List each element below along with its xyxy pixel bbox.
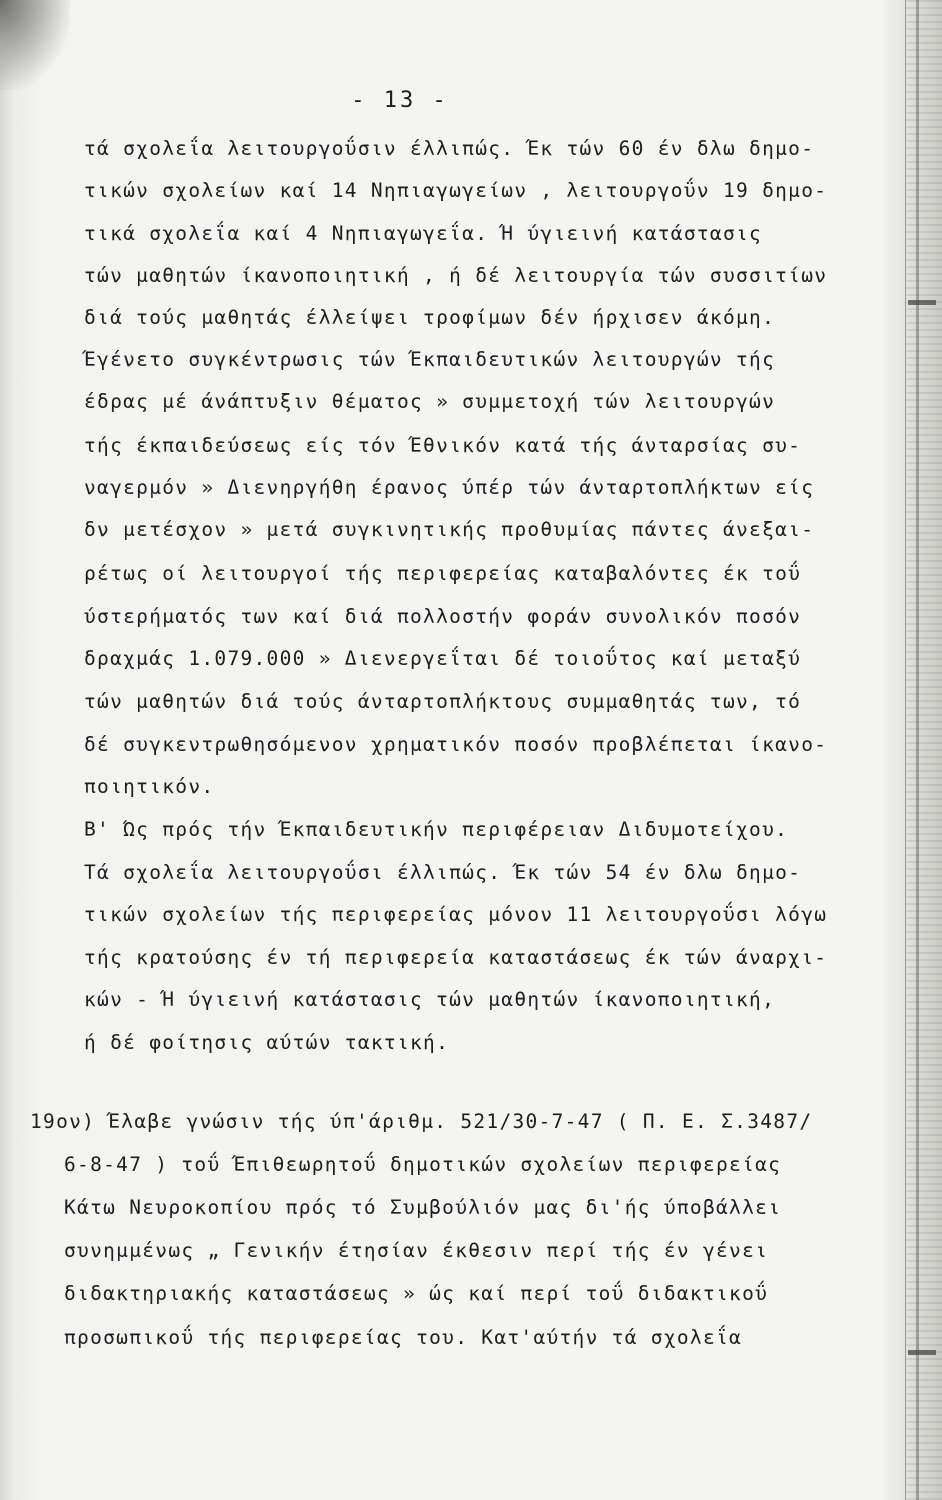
text-line: ή δέ φοίτησις αύτών τακτική. [84,1031,450,1054]
text-line: προσωπικοΰ τής περιφερείας του. Κατ'αύτήν τά σχολεΐα [64,1326,743,1349]
text-line: δν μετέσχον » μετά συγκινητικής προθυμίας πάντες άνεξαι- [84,518,815,541]
text-line: διδακτηριακής καταστάσεως » ώς καί περί τοΰ διδακτικοΰ [64,1282,769,1305]
text-line: διά τούς μαθητάς έλλείψει τροφίμων δέν ήρχισεν άκόμη. [84,306,776,329]
text-line: Έγένετο συγκέντρωσις τών Έκπαιδευτικών λειτουργών τής [84,348,776,371]
text-line: ρέτως οί λειτουργοί τής περιφερείας καταβαλόντες έκ τοΰ [84,562,802,585]
text-line: κών - Ή ύγιεινή κατάστασις τών μαθητών ίκανοποιητική, [84,988,776,1011]
text-line: τών μαθητών διά τούς άνταρτοπλήκτους συμμαθητάς των, τό [84,690,802,713]
text-line: έδρας μέ άνάπτυξιν θέματος » συμμετοχή τών λειτουργών [84,390,776,413]
text-line: τής έκπαιδεύσεως είς τόν Έθνικόν κατά τής άνταρσίας συ- [84,434,802,457]
text-line: ύστερήματός των καί διά πολλοστήν φοράν συνολικόν ποσόν [84,605,802,628]
text-line: Κάτω Νευροκοπίου πρός τό Συμβούλιόν μας δι'ής ύποβάλλει [64,1196,782,1219]
text-line: δέ συγκεντρωθησόμενον χρηματικόν ποσόν προβλέπεται ίκανο- [84,733,828,756]
scan-corner-shadow [0,0,70,90]
text-line: τά σχολεΐα λειτουργοΰσιν έλλιπώς. Έκ τών 60 έν δλω δημο- [84,137,815,160]
text-line: ναγερμόν » Διενηργήθη έρανος ύπέρ τών άνταρτοπλήκτων είς [84,476,815,499]
section-heading: Β' Ώς πρός τήν Έκπαιδευτικήν περιφέρειαν Διδυμοτείχου. [84,818,789,841]
text-line: τικών σχολείων καί 14 Νηπιαγωγείων , λειτουργοΰν 19 δημο- [84,179,828,202]
text-line: τικά σχολεΐα καί 4 Νηπιαγωγεΐα. Ή ύγιεινή κατάστασις [84,222,763,245]
text-line: Τά σχολεΐα λειτουργοΰσι έλλιπώς. Έκ τών 54 έν δλω δημο- [84,861,802,884]
text-line: τής κρατούσης έν τή περιφερεία καταστάσεως έκ τών άναρχι- [84,946,828,969]
binding-edge [905,0,942,1500]
text-line: 6-8-47 ) τοΰ Έπιθεωρητοΰ δημοτικών σχολείων περιφερείας [64,1153,782,1176]
text-line: τών μαθητών ίκανοποιητική , ή δέ λειτουργία τών συσσιτίων [84,264,828,287]
text-line: δραχμάς 1.079.000 » Διενεργεΐται δέ τοιοΰτος καί μεταξύ [84,647,802,670]
text-line: τικών σχολείων τής περιφερείας μόνον 11 λειτουργοΰσι λόγω [84,903,828,926]
text-line: συνημμένως „ Γενικήν έτησίαν έκθεσιν περί τής έν γένει [64,1239,769,1262]
text-line: ποιητικόν. [84,775,215,798]
page-number: - 13 - [351,88,449,113]
item-heading: 19ον) Έλαβε γνώσιν τής ύπ'άριθμ. 521/30-7-47 ( Π. Ε. Σ.3487/ [30,1110,813,1133]
